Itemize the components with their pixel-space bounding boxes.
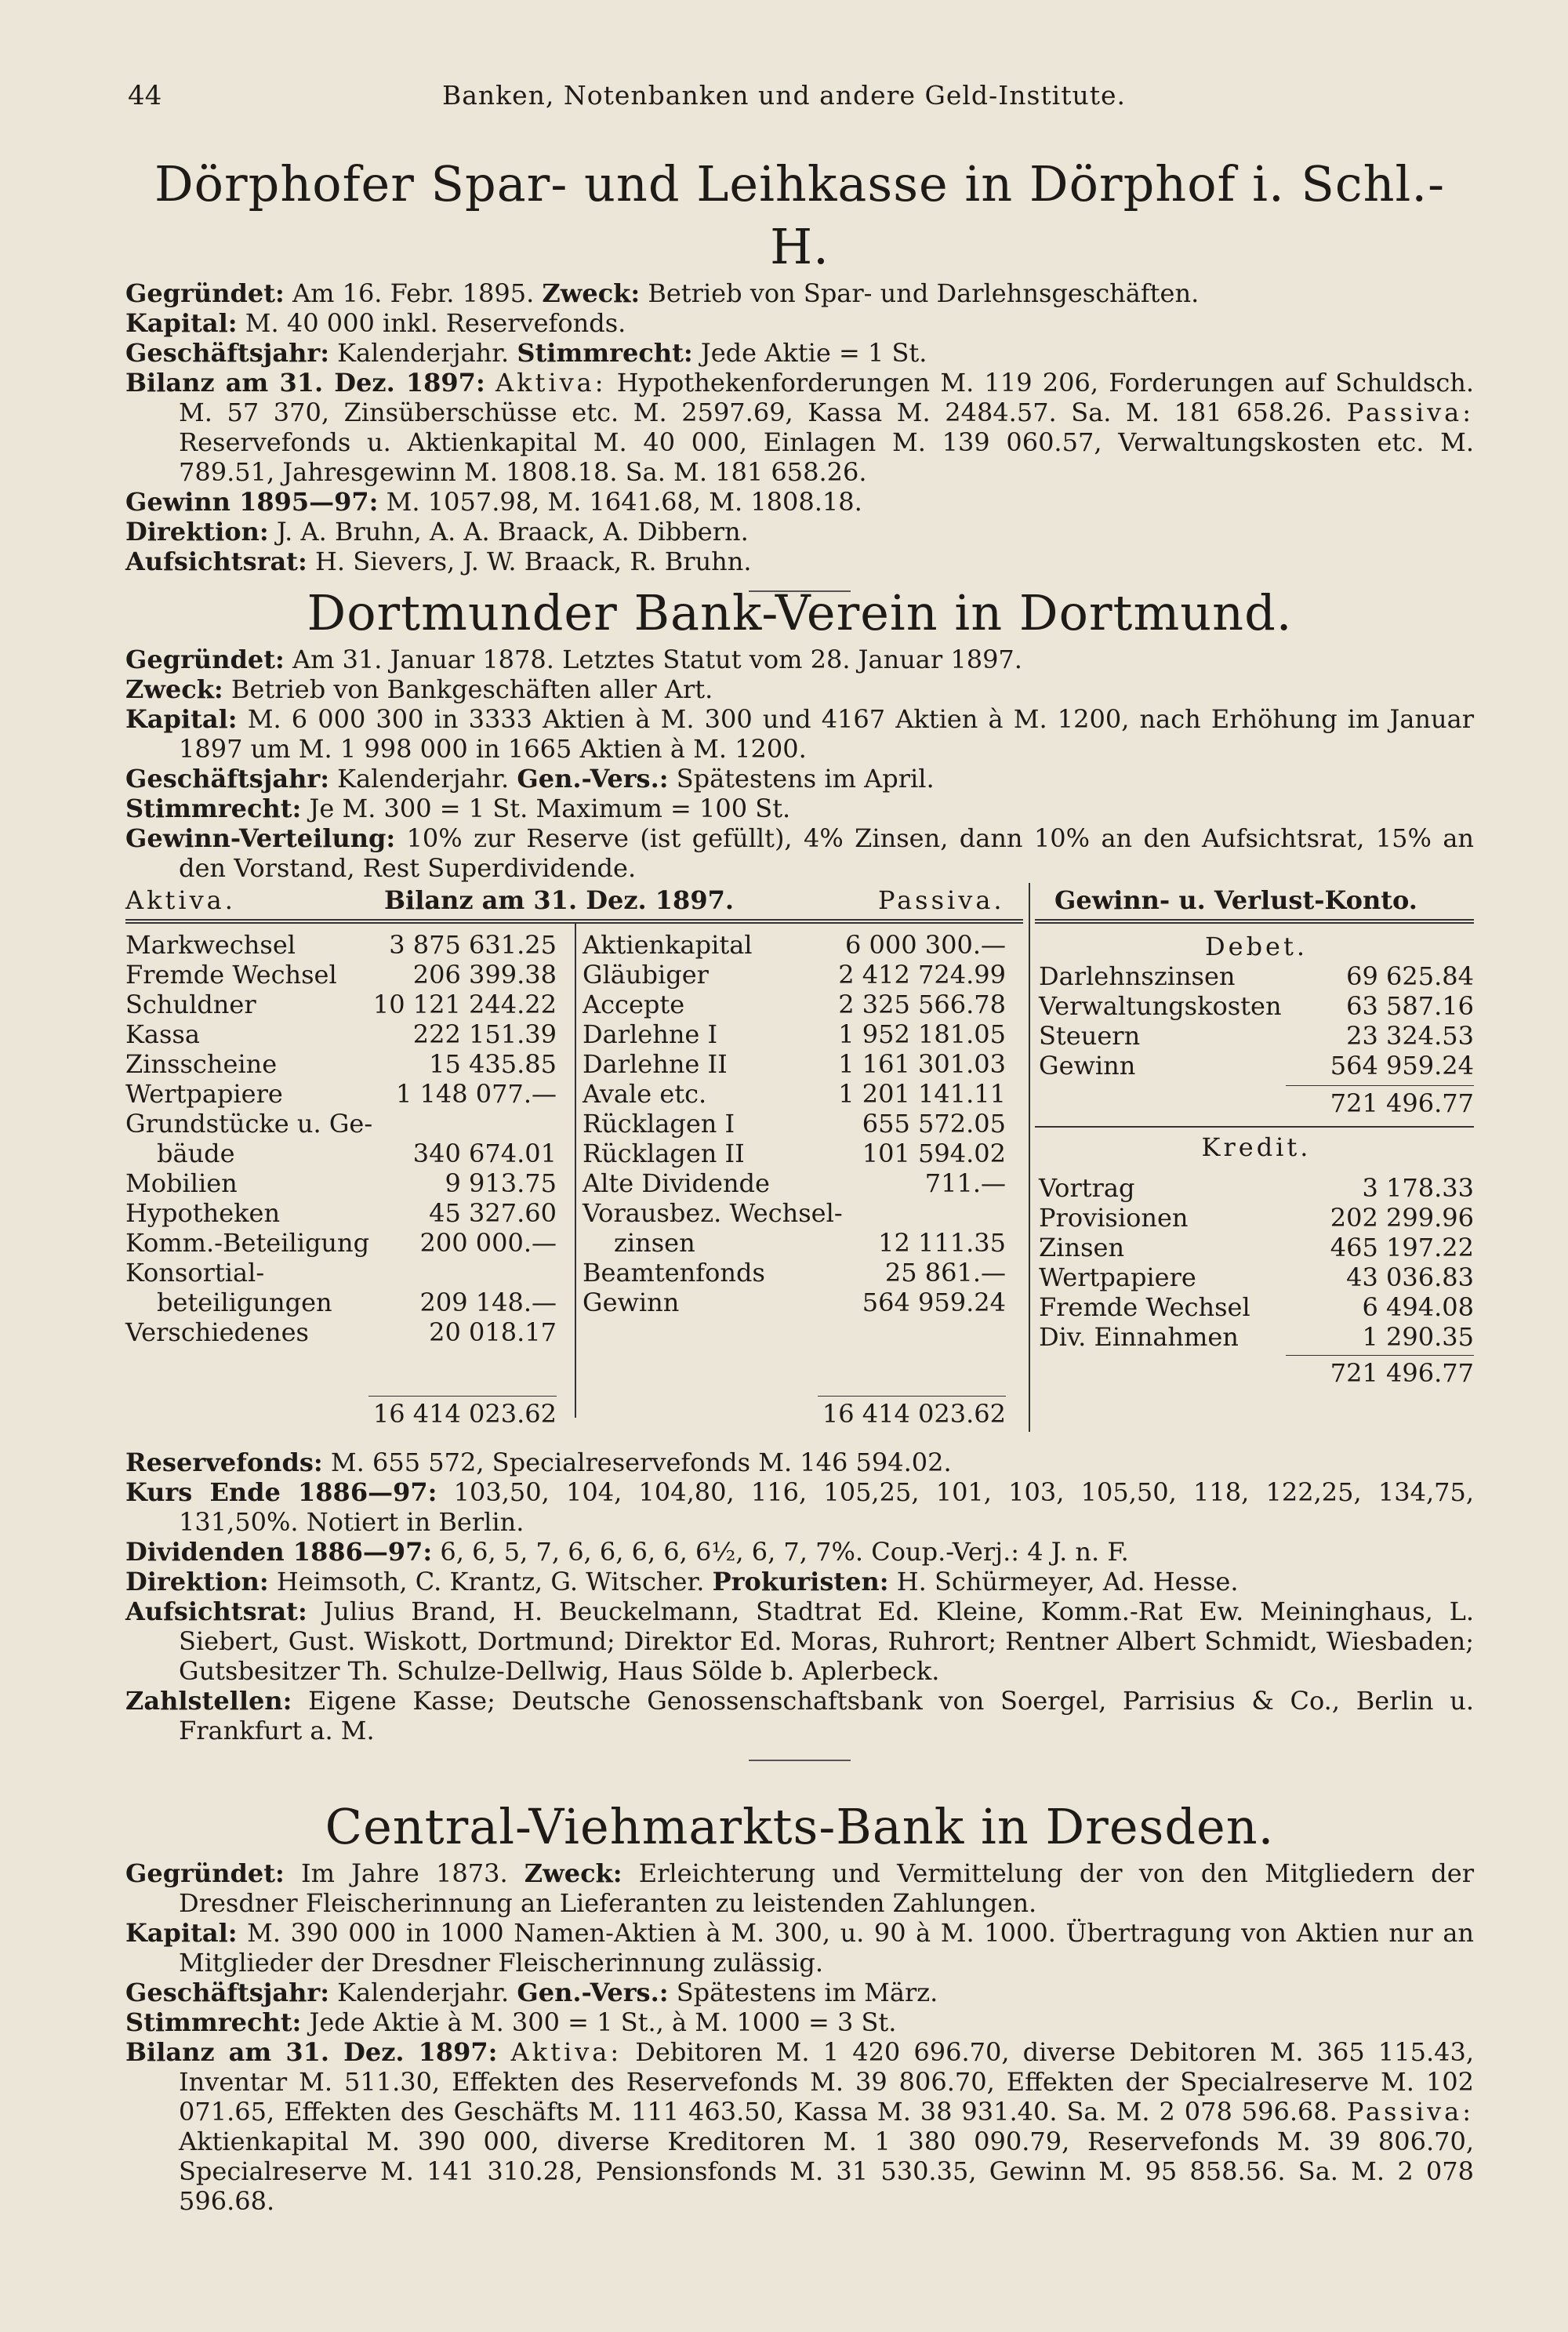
passiva-row (583, 1109, 1006, 1139)
aktiva-row (125, 1049, 557, 1079)
account-value: 20 018.17 (429, 1317, 557, 1347)
passiva-row (583, 1198, 1006, 1228)
account-value: 9 913.75 (445, 1168, 557, 1198)
aktiva-row (125, 1228, 557, 1258)
aktiva-row (125, 1079, 557, 1109)
account-label: beteiligungen (157, 1288, 332, 1317)
debet-heading: Debet. (1204, 932, 1308, 961)
paying-agents-line: Zahlstellen: Eigene Kasse; Deutsche Genossenschaftsbank von Soergel, Parrisius & Co., Berlin u. Frankfurt a. M. (125, 1686, 1475, 1745)
aktiva-row (125, 930, 557, 960)
account-value: 200 000.— (419, 1228, 557, 1258)
account-label: Fremde Wechsel (125, 960, 337, 990)
account-label: Gewinn (583, 1288, 680, 1317)
account-label: Provisionen (1039, 1203, 1189, 1233)
debet-kredit-rule (1035, 1126, 1474, 1128)
account-value: 3 178.33 (1362, 1173, 1474, 1203)
page-number: 44 (128, 80, 162, 111)
account-label: Fremde Wechsel (1039, 1292, 1250, 1322)
passiva-row (583, 1079, 1006, 1109)
account-value: 6 494.08 (1362, 1292, 1474, 1322)
aktiva-row (125, 1258, 557, 1288)
kredit-row (1039, 1203, 1474, 1233)
kredit-row (1039, 1173, 1474, 1203)
account-value: 6 000 300.— (844, 930, 1006, 960)
account-label: Darlehne II (583, 1049, 728, 1079)
account-value: 2 325 566.78 (838, 990, 1006, 1019)
total-rule (1286, 1085, 1474, 1086)
account-label: Rücklagen I (583, 1109, 735, 1139)
debet-total (1039, 1088, 1474, 1118)
passiva-row (583, 1258, 1006, 1288)
profit-line: Gewinn 1895—97: M. 1057.98, M. 1641.68, M. 1808.18. (125, 487, 862, 517)
running-header (0, 80, 1568, 127)
kredit-heading: Kredit. (1201, 1132, 1312, 1162)
section-divider (749, 1760, 851, 1761)
account-value: 3 875 631.25 (389, 930, 557, 960)
dividend-line: Dividenden 1886—97: 6, 6, 5, 7, 6, 6, 6, 6, 6½, 6, 7, 7%. Coup.-Verj.: 4 J. n. F. (125, 1537, 1129, 1567)
capital-line: Kapital: M. 40 000 inkl. Reservefonds. (125, 308, 626, 338)
account-label: Konsortial- (125, 1258, 265, 1288)
account-label: Accepte (583, 990, 685, 1019)
founded-line: Gegründet: Am 16. Febr. 1895. Zweck: Betrieb von Spar- und Darlehnsgeschäften. (125, 278, 1200, 308)
account-label: Wertpapiere (1039, 1262, 1196, 1292)
guv-divider (1029, 883, 1030, 1432)
aktiva-row (125, 1168, 557, 1198)
account-label: Mobilien (125, 1168, 238, 1198)
aktiva-row (125, 960, 557, 990)
account-value: 1 201 141.11 (838, 1079, 1006, 1109)
account-label: Rücklagen II (583, 1139, 745, 1168)
account-label: Aktienkapital (583, 930, 753, 960)
balance-top-rule (125, 919, 1023, 921)
supervisory-board-line: Aufsichtsrat: H. Sievers, J. W. Braack, R. Bruhn. (125, 547, 752, 576)
account-label: Vortrag (1039, 1173, 1135, 1203)
total-rule (818, 1396, 1006, 1397)
guv-top-rule-2 (1035, 922, 1474, 924)
account-label: bäude (157, 1139, 235, 1168)
account-label: Schuldner (125, 990, 256, 1019)
balance-paragraph: Bilanz am 31. Dez. 1897: Aktiva: Debitoren M. 1 420 696.70, diverse Debitoren M. 365 115.43, Inventar M. 511.30, Effekten des Reservefonds M. 39 806.70, Effekten der Specialreserve M. 102 071.65, Effekten des Geschäfts M. 111 463.50, Kassa M. 38 931.40. Sa. M. 2 078 596.68. Passiva: Aktienkapital M. 390 000, diverse Kreditoren M. 1 380 090.79, Reservefonds M. 39 806.70, Specialreserve M. 141 310.28, Pensionsfonds M. 31 530.35, Gewinn M. 95 858.56. Sa. M. 2 078 596.68. (125, 2037, 1475, 2216)
total-value: 16 414 023.62 (372, 1399, 557, 1429)
debet-row (1039, 1021, 1474, 1051)
account-label: Darlehne I (583, 1019, 718, 1049)
account-label: Zinsscheine (125, 1049, 278, 1079)
capital-line: Kapital: M. 390 000 in 1000 Namen-Aktien à M. 300, u. 90 à M. 1000. Übertragung von Aktien nur an Mitglieder der Dresdner Fleischerinnung zulässig. (125, 1918, 1475, 1978)
account-label: Kassa (125, 1019, 200, 1049)
total-value: 721 496.77 (1330, 1088, 1474, 1118)
account-label: Alte Dividende (583, 1168, 770, 1198)
account-value: 12 111.35 (878, 1228, 1006, 1258)
running-title: Banken, Notenbanken und andere Geld-Institute. (441, 80, 1127, 111)
debet-row (1039, 1051, 1474, 1081)
account-label: Hypotheken (125, 1198, 281, 1228)
section-title: Central-Viehmarkts-Bank in Dresden. (325, 1798, 1275, 1855)
balance-divider (575, 924, 576, 1418)
account-value: 15 435.85 (429, 1049, 557, 1079)
account-value: 2 412 724.99 (838, 960, 1006, 990)
debet-row (1039, 961, 1474, 991)
total-value: 721 496.77 (1330, 1358, 1474, 1388)
fiscal-line: Geschäftsjahr: Kalenderjahr. Gen.-Vers.: Spätestens im März. (125, 1978, 938, 2007)
purpose-line: Zweck: Betrieb von Bankgeschäften aller Art. (125, 674, 713, 704)
account-value: 711.— (924, 1168, 1006, 1198)
account-value: 202 299.96 (1330, 1203, 1474, 1233)
account-value: 25 861.— (884, 1258, 1006, 1288)
kredit-row (1039, 1322, 1474, 1352)
profit-distribution-line: Gewinn-Verteilung: 10% zur Reserve (ist gefüllt), 4% Zinsen, dann 10% an den Aufsichtsrat, 15% an den Vorstand, Rest Superdividende. (125, 823, 1475, 883)
section-dortmunder (125, 582, 1474, 1775)
account-label: Vorausbez. Wechsel- (583, 1198, 843, 1228)
passiva-row (583, 1049, 1006, 1079)
management-line: Direktion: J. A. Bruhn, A. A. Braack, A. Dibbern. (125, 517, 749, 547)
account-label: Darlehnszinsen (1039, 961, 1236, 991)
passiva-row (583, 1019, 1006, 1049)
total-rule (368, 1396, 557, 1397)
account-value: 206 399.38 (412, 960, 557, 990)
account-label: Div. Einnahmen (1039, 1322, 1239, 1352)
account-value: 564 959.24 (1330, 1051, 1474, 1081)
account-value: 69 625.84 (1346, 961, 1474, 991)
passiva-total (583, 1399, 1006, 1429)
account-label: zinsen (614, 1228, 695, 1258)
founded-line: Gegründet: Am 31. Januar 1878. Letztes Statut vom 28. Januar 1897. (125, 645, 1022, 674)
account-label: Beamtenfonds (583, 1258, 765, 1288)
debet-row (1039, 991, 1474, 1021)
kredit-total (1039, 1358, 1474, 1388)
account-value: 222 151.39 (412, 1019, 557, 1049)
supervisory-board-line: Aufsichtsrat: Julius Brand, H. Beuckelmann, Stadtrat Ed. Kleine, Komm.-Rat Ew. Meininghaus, L. Siebert, Gust. Wiskott, Dortmund; Direktor Ed. Moras, Ruhrort; Rentner Albert Schmidt, Wiesbaden; Gutsbesitzer Th. Schulze-Dellwig, Haus Sölde b. Aplerbeck. (125, 1596, 1475, 1686)
account-value: 23 324.53 (1346, 1021, 1474, 1051)
account-value: 101 594.02 (862, 1139, 1006, 1168)
account-label: Avale etc. (583, 1079, 707, 1109)
account-value: 1 148 077.— (395, 1079, 557, 1109)
account-label: Grundstücke u. Ge- (125, 1109, 373, 1139)
founded-purpose-line: Gegründet: Im Jahre 1873. Zweck: Erleichterung und Vermittelung der von den Mitgliedern der Dresdner Fleischerinnung an Lieferanten zu leistenden Zahlungen. (125, 1858, 1475, 1918)
account-label: Wertpapiere (125, 1079, 283, 1109)
account-label: Gewinn (1039, 1051, 1136, 1081)
total-rule (1286, 1355, 1474, 1356)
account-value: 465 197.22 (1330, 1233, 1474, 1262)
aktiva-row (125, 1139, 557, 1168)
account-value: 1 952 181.05 (838, 1019, 1006, 1049)
section-doerphofer (125, 153, 1474, 606)
passiva-row (583, 1168, 1006, 1198)
account-label: Verwaltungskosten (1039, 991, 1282, 1021)
account-value: 340 674.01 (412, 1139, 557, 1168)
aktiva-row (125, 990, 557, 1019)
aktiva-row (125, 1198, 557, 1228)
kredit-row (1039, 1233, 1474, 1262)
aktiva-row (125, 1109, 557, 1139)
passiva-row (583, 1139, 1006, 1168)
balance-paragraph: Bilanz am 31. Dez. 1897: Aktiva: Hypothekenforderungen M. 119 206, Forderungen auf Schuldsch. M. 57 370, Zinsüberschüsse etc. M. 2597.69, Kassa M. 2484.57. Sa. M. 181 658.26. Passiva: Reservefonds u. Aktienkapital M. 40 000, Einlagen M. 139 060.57, Verwaltungskosten etc. M. 789.51, Jahresgewinn M. 1808.18. Sa. M. 181 658.26. (125, 368, 1475, 487)
aktiva-total (125, 1399, 557, 1429)
section-title: Dörphofer Spar- und Leihkasse in Dörphof i. Schl.-H. (154, 155, 1446, 275)
passiva-row (583, 930, 1006, 960)
passiva-row (583, 990, 1006, 1019)
aktiva-row (125, 1019, 557, 1049)
account-label: Steuern (1039, 1021, 1141, 1051)
voting-line: Stimmrecht: Je M. 300 = 1 St. Maximum = 100 St. (125, 794, 791, 823)
balance-sheet (125, 883, 1474, 1448)
share-price-line: Kurs Ende 1886—97: 103,50, 104, 104,80, 116, 105,25, 101, 103, 105,50, 118, 122,25, 134,75, 131,50%. Notiert in Berlin. (125, 1477, 1475, 1537)
account-value: 10 121 244.22 (372, 990, 557, 1019)
account-label: Komm.-Beteiligung (125, 1228, 370, 1258)
guv-heading: Gewinn- u. Verlust-Konto. (1054, 885, 1417, 915)
aktiva-row (125, 1317, 557, 1347)
account-value: 45 327.60 (429, 1198, 557, 1228)
account-label: Markwechsel (125, 930, 296, 960)
voting-line: Stimmrecht: Jede Aktie à M. 300 = 1 St., à M. 1000 = 3 St. (125, 2007, 897, 2037)
account-value: 43 036.83 (1346, 1262, 1474, 1292)
account-value: 655 572.05 (862, 1109, 1006, 1139)
section-title: Dortmunder Bank-Verein in Dortmund. (307, 584, 1293, 641)
fiscal-line: Geschäftsjahr: Kalenderjahr. Gen.-Vers.: Spätestens im April. (125, 764, 935, 794)
fiscal-line: Geschäftsjahr: Kalenderjahr. Stimmrecht: Jede Aktie = 1 St. (125, 338, 927, 368)
reserve-line: Reservefonds: M. 655 572, Specialreservefonds M. 146 594.02. (125, 1448, 952, 1477)
section-central-viehmarkt (125, 1796, 1474, 2216)
account-value: 1 161 301.03 (838, 1049, 1006, 1079)
account-value: 1 290.35 (1362, 1322, 1474, 1352)
account-value: 63 587.16 (1346, 991, 1474, 1021)
balance-heading: Bilanz am 31. Dez. 1897. (384, 885, 734, 915)
account-label: Zinsen (1039, 1233, 1125, 1262)
passiva-row (583, 960, 1006, 990)
account-label: Verschiedenes (125, 1317, 309, 1347)
account-label: Gläubiger (583, 960, 709, 990)
account-value: 564 959.24 (862, 1288, 1006, 1317)
passiva-heading: Passiva. (878, 885, 1005, 915)
passiva-row (583, 1288, 1006, 1317)
account-value: 209 148.— (419, 1288, 557, 1317)
aktiva-row (125, 1288, 557, 1317)
kredit-row (1039, 1262, 1474, 1292)
aktiva-heading: Aktiva. (125, 885, 236, 915)
passiva-row (583, 1228, 1006, 1258)
guv-top-rule (1035, 919, 1474, 921)
capital-line: Kapital: M. 6 000 300 in 3333 Aktien à M. 300 und 4167 Aktien à M. 1200, nach Erhöhung im Januar 1897 um M. 1 998 000 in 1665 Aktien à M. 1200. (125, 704, 1475, 764)
kredit-row (1039, 1292, 1474, 1322)
total-value: 16 414 023.62 (822, 1399, 1006, 1429)
management-line: Direktion: Heimsoth, C. Krantz, G. Witscher. Prokuristen: H. Schürmeyer, Ad. Hesse. (125, 1567, 1239, 1596)
